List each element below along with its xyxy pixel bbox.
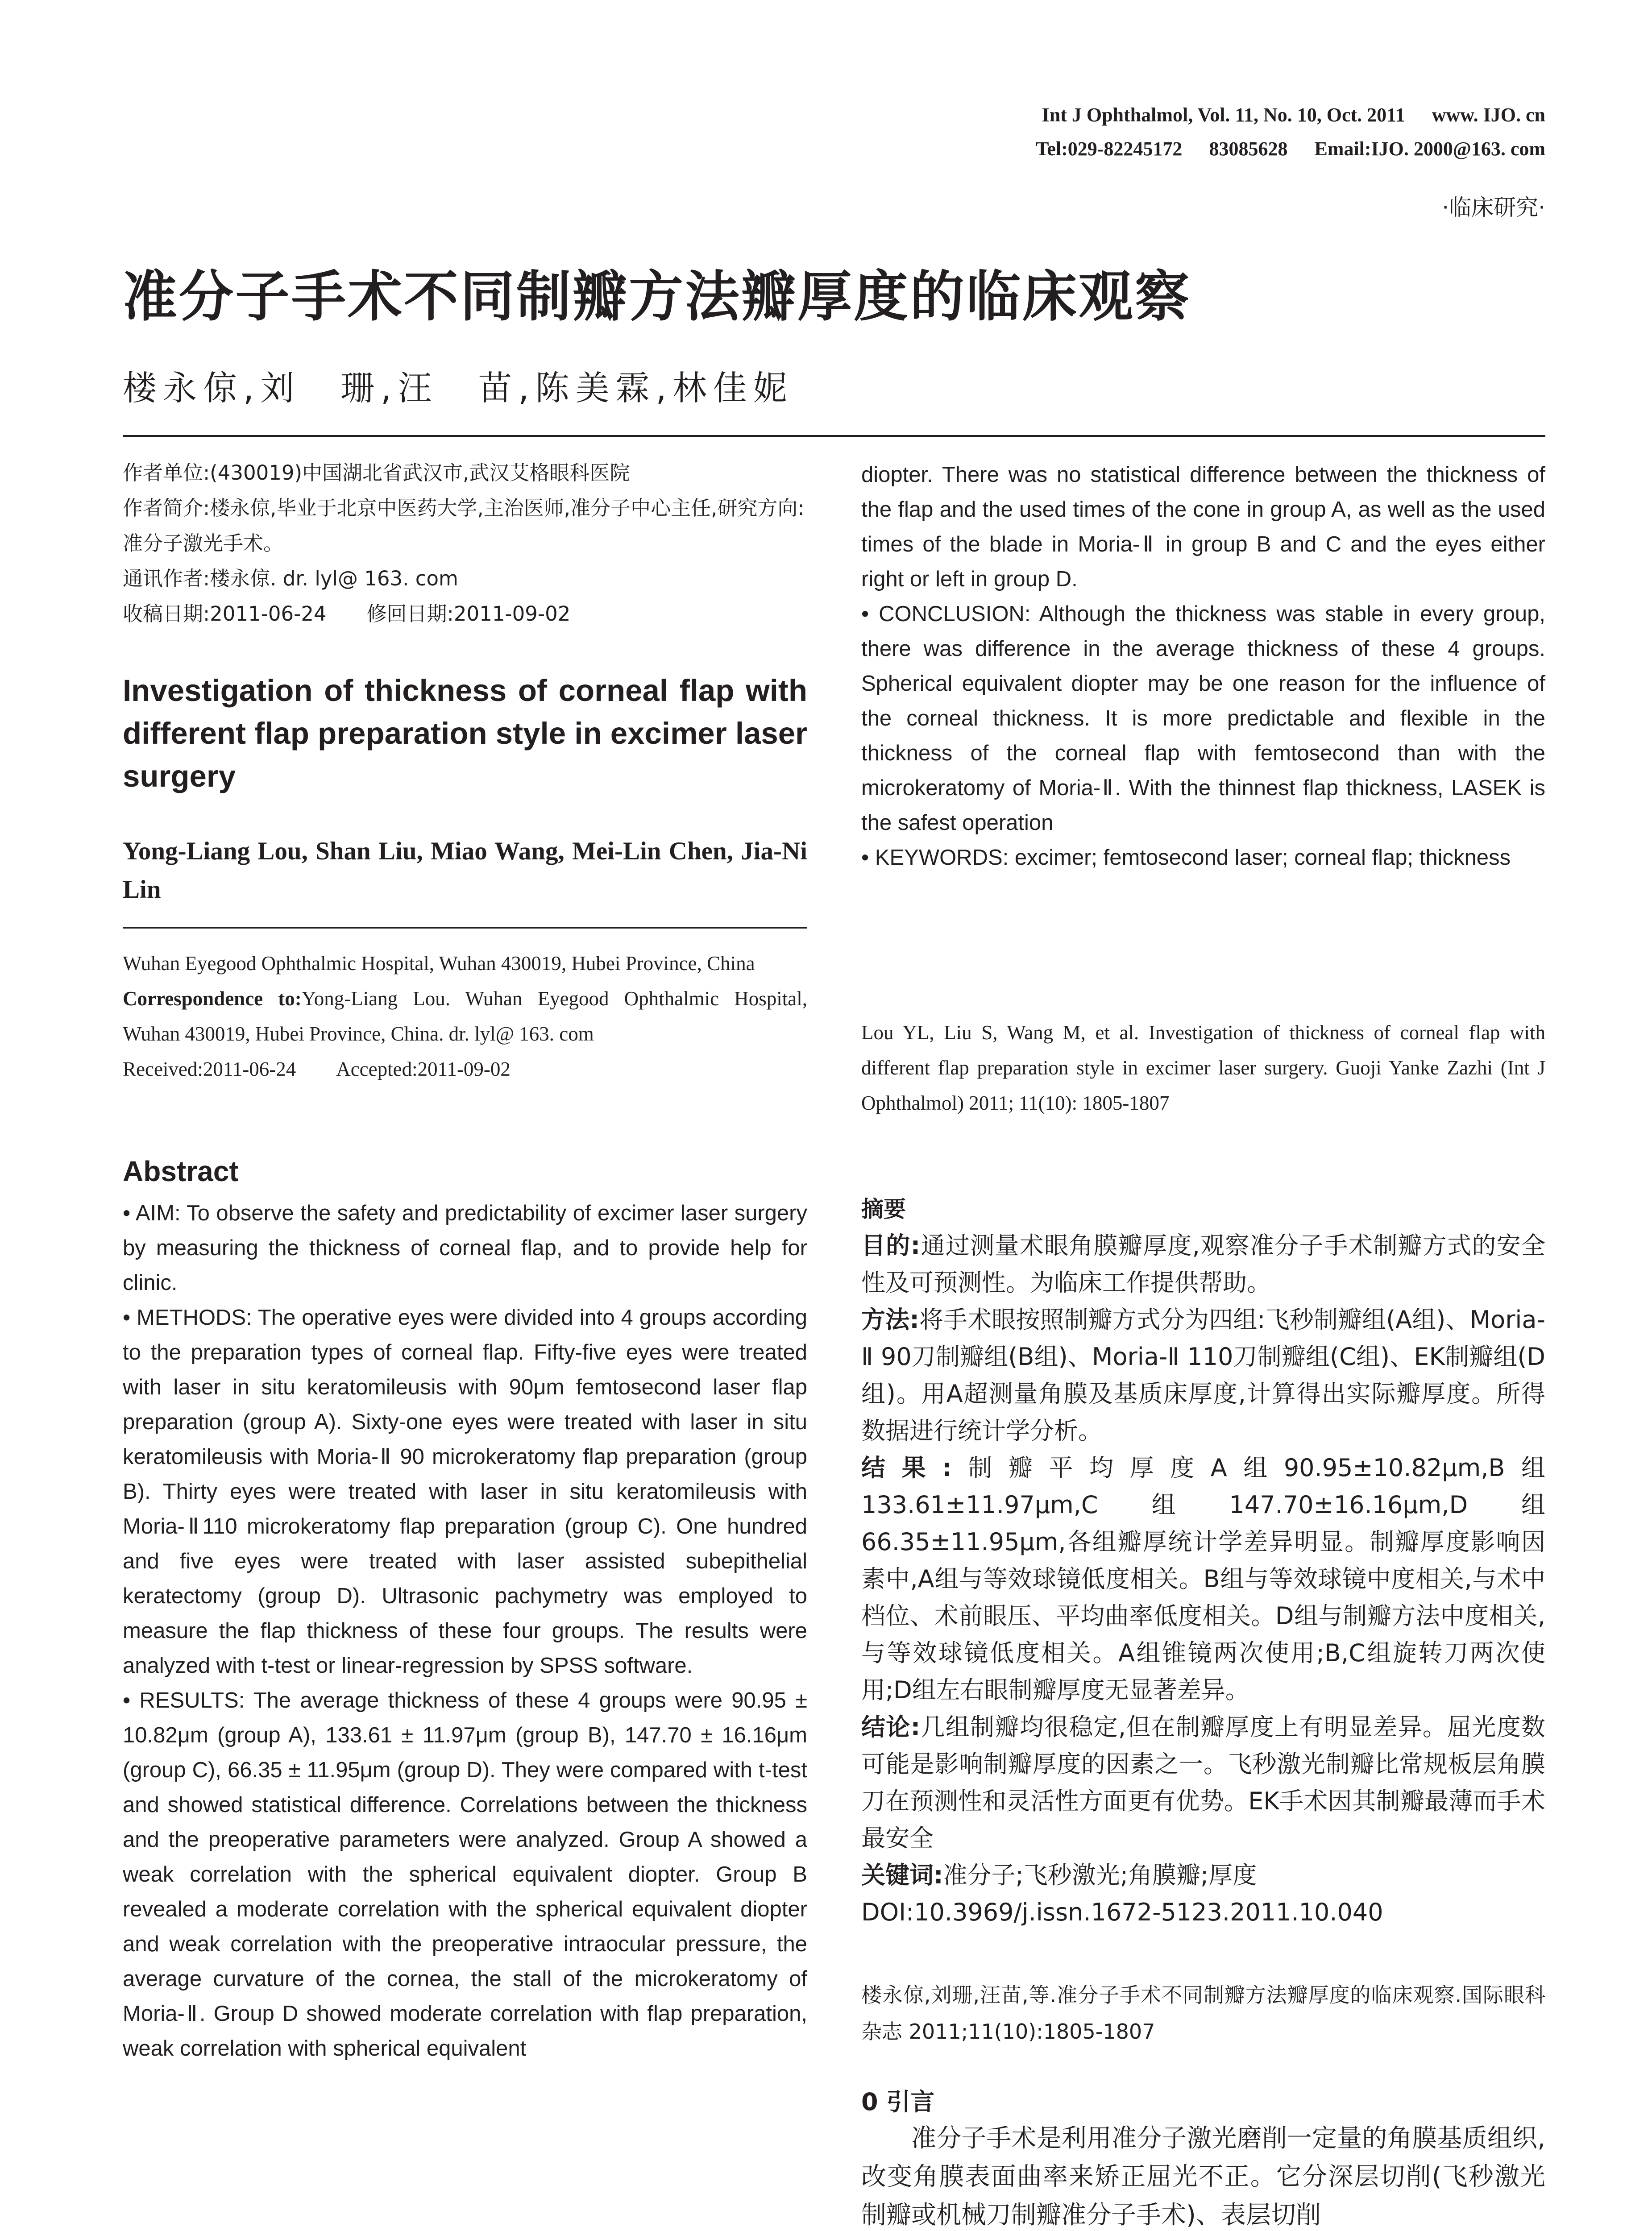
corresponding-author: 通讯作者:楼永倞. dr. lyl@ 163. com: [123, 567, 458, 590]
affiliation-unit: 作者单位:(430019)中国湖北省武汉市,武汉艾格眼科医院: [123, 461, 630, 485]
header-tel2: 83085628: [1209, 138, 1288, 160]
running-header: [868, 98, 1545, 166]
conclusion-label-cn: 结论:: [861, 1713, 921, 1741]
title-divider: [123, 435, 1545, 437]
abstract-keywords: • KEYWORDS: excimer; femtosecond laser; corneal flap; thickness: [861, 846, 1511, 870]
results-label-cn: 结果:: [861, 1454, 952, 1482]
correspondence-text: Yong-Liang Lou. Wuhan Eyegood Ophthalmic Hospital, Wuhan 430019, Hubei Province, China. dr. lyl@ 163. com: [123, 987, 807, 1045]
received-dates-cn: 收稿日期:2011-06-24 修回日期:2011-09-02: [123, 602, 571, 626]
affiliation-en: [123, 946, 807, 1087]
affiliation-cn: [123, 455, 807, 631]
header-journal-line: [868, 98, 1545, 132]
institution-en: Wuhan Eyegood Ophthalmic Hospital, Wuhan 430019, Hubei Province, China: [123, 952, 755, 975]
citation-en: Lou YL, Liu S, Wang M, et al. Investigation of thickness of corneal flap with different flap preparation style in excimer laser surgery. Guoji Yanke Zazhi (Int J Ophthalmol) 2011; 11(10): 1805-1807: [861, 1021, 1545, 1114]
abstract-methods: • METHODS: The operative eyes were divided into 4 groups according to the preparation types of corneal flap. Fifty-five eyes were treated with laser in situ keratomileusis with 90μm femtosecond laser flap preparation (group A). Sixty-one eyes were treated with laser in situ keratomileusis with Moria-Ⅱ 90 microkeratomy flap preparation (group B). Thirty eyes were treated with laser in situ keratomileusis with Moria-Ⅱ110 microkeratomy flap preparation (group C). One hundred and five eyes were treated with laser assisted subepithelial keratectomy (group D). Ultrasonic pachymetry was employed to measure the flap thickness of these four groups. The results were analyzed with t-test or linear-regression by SPSS software.: [123, 1306, 807, 1678]
intro-heading: 0 引言: [861, 2088, 935, 2116]
abstract-conclusion: • CONCLUSION: Although the thickness was stable in every group, there was difference in the average thickness of these 4 groups. Spherical equivalent diopter may be one reason for the influence of the corneal thickness. It is more predictable and flexible in the thickness of the corneal flap with femtosecond than with the microkeratomy of Moria-Ⅱ. With the thinnest flap thickness, LASEK is the safest operation: [861, 602, 1545, 835]
section-tag: ·临床研究·: [1442, 195, 1545, 220]
keywords-text-cn: 准分子;飞秒激光;角膜瓣;厚度: [943, 1861, 1257, 1889]
authors-en: Yong-Liang Lou, Shan Liu, Miao Wang, Mei-Lin Chen, Jia-Ni Lin: [123, 837, 807, 904]
author-bio: 作者简介:楼永倞,毕业于北京中医药大学,主治医师,准分子中心主任,研究方向:准分子激光手术。: [123, 496, 805, 555]
abstract-cn-methods: [861, 1301, 1545, 1449]
abstract-heading-en: Abstract: [123, 1155, 239, 1187]
intro-paragraph: 准分子手术是利用准分子激光磨削一定量的角膜基质组织,改变角膜表面曲率来矫正屈光不正。它分深层切削(飞秒激光制瓣或机械刀制瓣准分子手术)、表层切削: [861, 2124, 1545, 2230]
abstract-results: • RESULTS: The average thickness of these 4 groups were 90.95 ± 10.82μm (group A), 133.61 ± 11.97μm (group B), 147.70 ± 16.16μm (group C), 66.35 ± 11.95μm (group D). They were compared with t-test and showed statistical difference. Correlations between the thickness and the preoperative parameters were analyzed. Group A showed a weak correlation with the spherical equivalent diopter. Group B revealed a moderate correlation with the spherical equivalent diopter and weak correlation with the preoperative intraocular pressure, the average curvature of the cornea, the stall of the microkeratomy of Moria-Ⅱ. Group D showed moderate correlation with flap preparation, weak correlation with spherical equivalent: [123, 1688, 807, 2061]
abstract-cn-results: [861, 1449, 1545, 1708]
abstract-results-cont: diopter. There was no statistical difference between the thickness of the flap and the used times of the cone in group A, as well as the used times of the blade in Moria-Ⅱ in group B and C and the eyes either right or left in group D.: [861, 463, 1545, 591]
methods-label-cn: 方法:: [861, 1306, 919, 1334]
doi: DOI:10.3969/j.issn.1672-5123.2011.10.040: [861, 1898, 1383, 1926]
authors-cn: 楼永倞,刘 珊,汪 苗,陈美霖,林佳妮: [123, 368, 793, 408]
keywords-label-cn: 关键词:: [861, 1861, 943, 1889]
header-website: www. IJO. cn: [1432, 104, 1545, 126]
paper-title-en: Investigation of thickness of corneal flap with different flap preparation style in excimer laser surgery: [123, 673, 807, 793]
abstract-cn-keywords: [861, 1857, 1545, 1894]
aim-text-cn: 通过测量术眼角膜瓣厚度,观察准分子手术制瓣方式的安全性及可预测性。为临床工作提供帮助。: [861, 1232, 1545, 1297]
correspondence-en: [123, 981, 807, 1052]
abstract-cn-aim: [861, 1227, 1545, 1301]
results-text-cn: 制瓣平均厚度A组90.95±10.82μm,B组133.61±11.97μm,C组147.70±16.16μm,D组66.35±11.95μm,各组瓣厚统计学差异明显。制瓣厚度影响因素中,A组与等效球镜低度相关。B组与等效球镜中度相关,与术中档位、术前眼压、平均曲率低度相关。D组与制瓣方法中度相关,与等效球镜低度相关。A组锥镜两次使用;B,C组旋转刀两次使用;D组左右眼制瓣厚度无显著差异。: [861, 1454, 1545, 1704]
aim-label-cn: 目的:: [861, 1232, 921, 1260]
received-dates-en: Received:2011-06-24 Accepted:2011-09-02: [123, 1058, 511, 1080]
correspondence-label: Correspondence to:: [123, 987, 302, 1010]
abstract-cn: [861, 1227, 1545, 1931]
abstract-cn-conclusion: [861, 1708, 1545, 1857]
header-email: Email:IJO. 2000@163. com: [1314, 138, 1545, 160]
methods-text-cn: 将手术眼按照制瓣方式分为四组:飞秒制瓣组(A组)、Moria-Ⅱ 90刀制瓣组(B组)、Moria-Ⅱ 110刀制瓣组(C组)、EK制瓣组(D组)。用A超测量角膜及基质床厚度,计算得出实际瓣厚度。所得数据进行统计学分析。: [861, 1306, 1545, 1445]
header-journal: Int J Ophthalmol, Vol. 11, No. 10, Oct. 2011: [1042, 104, 1405, 126]
citation-cn: 楼永倞,刘珊,汪苗,等.准分子手术不同制瓣方法瓣厚度的临床观察.国际眼科杂志 2011;11(10):1805-1807: [861, 1983, 1545, 2044]
header-contact-line: [868, 132, 1545, 166]
abstract-en: [123, 1196, 807, 2066]
conclusion-text-cn: 几组制瓣均很稳定,但在制瓣厚度上有明显差异。屈光度数可能是影响制瓣厚度的因素之一。飞秒激光制瓣比常规板层角膜刀在预测性和灵活性方面更有优势。EK手术因其制瓣最薄而手术最安全: [861, 1713, 1545, 1852]
abstract-aim: • AIM: To observe the safety and predictability of excimer laser surgery by measuring the thickness of corneal flap, and to provide help for clinic.: [123, 1201, 807, 1295]
abstract-heading-cn: 摘要: [861, 1196, 906, 1222]
paper-title-cn: 准分子手术不同制瓣方法瓣厚度的临床观察: [123, 265, 1191, 328]
header-tel: Tel:029-82245172: [1036, 138, 1183, 160]
abstract-en-continued: [861, 457, 1545, 875]
authors-divider: [123, 927, 807, 929]
